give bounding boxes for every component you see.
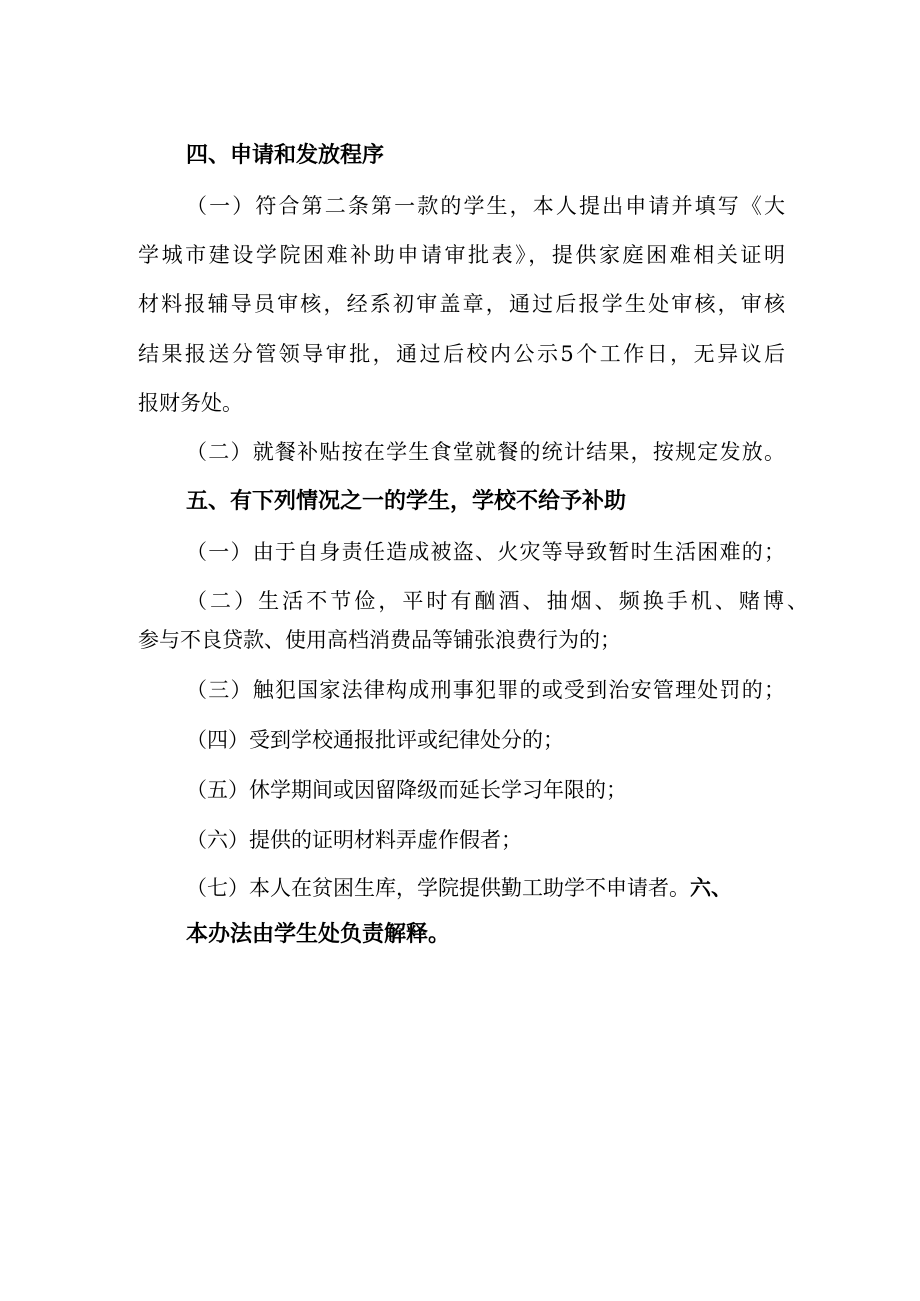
- section-4-item-1-line-1: （一）符合第二条第一款的学生，本人提出申请并填写《大: [186, 194, 785, 218]
- section-5-item-1: （一）由于自身责任造成被盗、火灾等导致暂时生活困难的；: [186, 540, 785, 564]
- section-4-item-1-line-2: 学城市建设学院困难补助申请审批表》，提供家庭困难相关证明: [138, 243, 785, 267]
- section-5-item-2-line-1: （二）生活不节俭，平时有酗酒、抽烟、频换手机、赌博、: [186, 589, 808, 613]
- section-5-item-7-line: [186, 874, 732, 902]
- section-5-heading: 五、有下列情况之一的学生，学校不给予补助: [186, 489, 627, 514]
- section-5-item-6: （六）提供的证明材料弄虚作假者；: [186, 828, 522, 852]
- section-4-item-1-line-4: 结果报送分管领导审批，通过后校内公示5个工作日，无异议后: [138, 342, 785, 366]
- section-6-heading-end: 本办法由学生处负责解释。: [186, 922, 451, 947]
- section-4-item-1-line-3: 材料报辅导员审核，经系初审盖章，通过后报学生处审核，审核: [138, 292, 785, 316]
- section-5-item-5: （五）休学期间或因留降级而延长学习年限的；: [186, 778, 627, 802]
- section-4-item-1-line-5: 报财务处。: [138, 391, 243, 415]
- section-5-item-3: （三）触犯国家法律构成刑事犯罪的或受到治安管理处罚的；: [186, 678, 785, 702]
- section-4-heading: 四、申请和发放程序: [186, 143, 385, 168]
- section-6-heading-start: 六、: [690, 876, 732, 900]
- section-4-item-2: （二）就餐补贴按在学生食堂就餐的统计结果，按规定发放。: [186, 440, 785, 464]
- section-5-item-4: （四）受到学校通报批评或纪律处分的；: [186, 728, 564, 752]
- section-5-item-2-line-2: 参与不良贷款、使用高档消费品等铺张浪费行为的；: [138, 628, 621, 652]
- section-5-item-7: （七）本人在贫困生库，学院提供勤工助学不申请者。: [186, 876, 690, 900]
